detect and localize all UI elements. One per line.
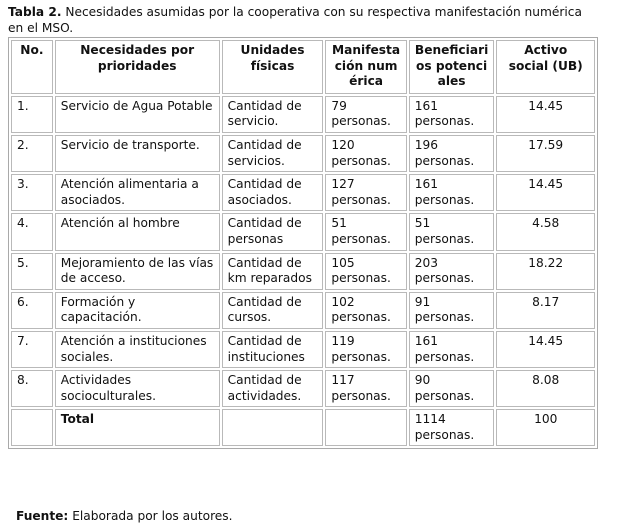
cell-numeric: 119 personas. bbox=[325, 331, 406, 368]
cell-unit: Cantidad de servicio. bbox=[222, 96, 324, 133]
cell-beneficiaries: 161 personas. bbox=[409, 96, 495, 133]
cell-no: 2. bbox=[11, 135, 53, 172]
cell-unit: Cantidad de actividades. bbox=[222, 370, 324, 407]
cell-need: Formación y capacitación. bbox=[55, 292, 220, 329]
cell-unit: Cantidad de instituciones bbox=[222, 331, 324, 368]
cell-beneficiaries: 161 personas. bbox=[409, 174, 495, 211]
table-row bbox=[11, 135, 595, 172]
table-row bbox=[11, 174, 595, 211]
caption-label: Tabla 2. bbox=[8, 5, 62, 19]
cell-social-asset: 4.58 bbox=[496, 213, 595, 250]
header-no: No. bbox=[11, 40, 53, 94]
cell-unit-empty bbox=[222, 409, 324, 446]
cell-social-asset: 14.45 bbox=[496, 174, 595, 211]
source-text: Elaborada por los autores. bbox=[72, 509, 233, 523]
table-row bbox=[11, 331, 595, 368]
cell-need: Actividades socioculturales. bbox=[55, 370, 220, 407]
header-numeric: Manifestación numérica bbox=[325, 40, 406, 94]
cell-social-asset: 18.22 bbox=[496, 253, 595, 290]
cell-social-asset: 14.45 bbox=[496, 96, 595, 133]
header-social-asset: Activo social (UB) bbox=[496, 40, 595, 94]
cell-no: 4. bbox=[11, 213, 53, 250]
cell-unit: Cantidad de asociados. bbox=[222, 174, 324, 211]
total-label: Total bbox=[55, 409, 220, 446]
caption-text-continued: en el MSO. bbox=[8, 20, 74, 35]
caption-text: Necesidades asumidas por la cooperativa con su respectiva manifestación numérica bbox=[65, 5, 582, 19]
cell-beneficiaries: 196 personas. bbox=[409, 135, 495, 172]
needs-table bbox=[8, 37, 598, 449]
cell-need: Servicio de Agua Potable bbox=[55, 96, 220, 133]
cell-need: Atención a instituciones sociales. bbox=[55, 331, 220, 368]
cell-numeric: 105 personas. bbox=[325, 253, 406, 290]
source-note bbox=[16, 509, 233, 523]
source-label: Fuente: bbox=[16, 509, 69, 523]
cell-need: Servicio de transporte. bbox=[55, 135, 220, 172]
cell-no: 1. bbox=[11, 96, 53, 133]
cell-unit: Cantidad de km reparados bbox=[222, 253, 324, 290]
cell-numeric: 117 personas. bbox=[325, 370, 406, 407]
table-header-row bbox=[11, 40, 595, 94]
table-row bbox=[11, 213, 595, 250]
cell-social-asset: 14.45 bbox=[496, 331, 595, 368]
cell-no-empty bbox=[11, 409, 53, 446]
cell-social-asset: 8.08 bbox=[496, 370, 595, 407]
table-caption bbox=[8, 5, 643, 36]
header-beneficiaries: Beneficiarios potenciales bbox=[409, 40, 495, 94]
cell-numeric: 102 personas. bbox=[325, 292, 406, 329]
cell-no: 3. bbox=[11, 174, 53, 211]
table-row bbox=[11, 253, 595, 290]
cell-social-asset: 8.17 bbox=[496, 292, 595, 329]
header-units: Unidades físicas bbox=[222, 40, 324, 94]
table-row bbox=[11, 96, 595, 133]
header-needs: Necesidades por prioridades bbox=[55, 40, 220, 94]
total-beneficiaries: 1114 personas. bbox=[409, 409, 495, 446]
cell-no: 7. bbox=[11, 331, 53, 368]
cell-beneficiaries: 90 personas. bbox=[409, 370, 495, 407]
cell-need: Atención alimentaria a asociados. bbox=[55, 174, 220, 211]
total-social-asset: 100 bbox=[496, 409, 595, 446]
cell-no: 8. bbox=[11, 370, 53, 407]
table-row bbox=[11, 292, 595, 329]
total-row bbox=[11, 409, 595, 446]
cell-beneficiaries: 91 personas. bbox=[409, 292, 495, 329]
cell-numeric: 120 personas. bbox=[325, 135, 406, 172]
table-row bbox=[11, 370, 595, 407]
cell-beneficiaries: 161 personas. bbox=[409, 331, 495, 368]
cell-numeric-empty bbox=[325, 409, 406, 446]
cell-social-asset: 17.59 bbox=[496, 135, 595, 172]
cell-numeric: 51 personas. bbox=[325, 213, 406, 250]
cell-beneficiaries: 203 personas. bbox=[409, 253, 495, 290]
cell-numeric: 79 personas. bbox=[325, 96, 406, 133]
cell-no: 5. bbox=[11, 253, 53, 290]
cell-numeric: 127 personas. bbox=[325, 174, 406, 211]
cell-need: Mejoramiento de las vías de acceso. bbox=[55, 253, 220, 290]
cell-no: 6. bbox=[11, 292, 53, 329]
cell-beneficiaries: 51 personas. bbox=[409, 213, 495, 250]
cell-unit: Cantidad de servicios. bbox=[222, 135, 324, 172]
cell-unit: Cantidad de personas bbox=[222, 213, 324, 250]
cell-unit: Cantidad de cursos. bbox=[222, 292, 324, 329]
cell-need: Atención al hombre bbox=[55, 213, 220, 250]
